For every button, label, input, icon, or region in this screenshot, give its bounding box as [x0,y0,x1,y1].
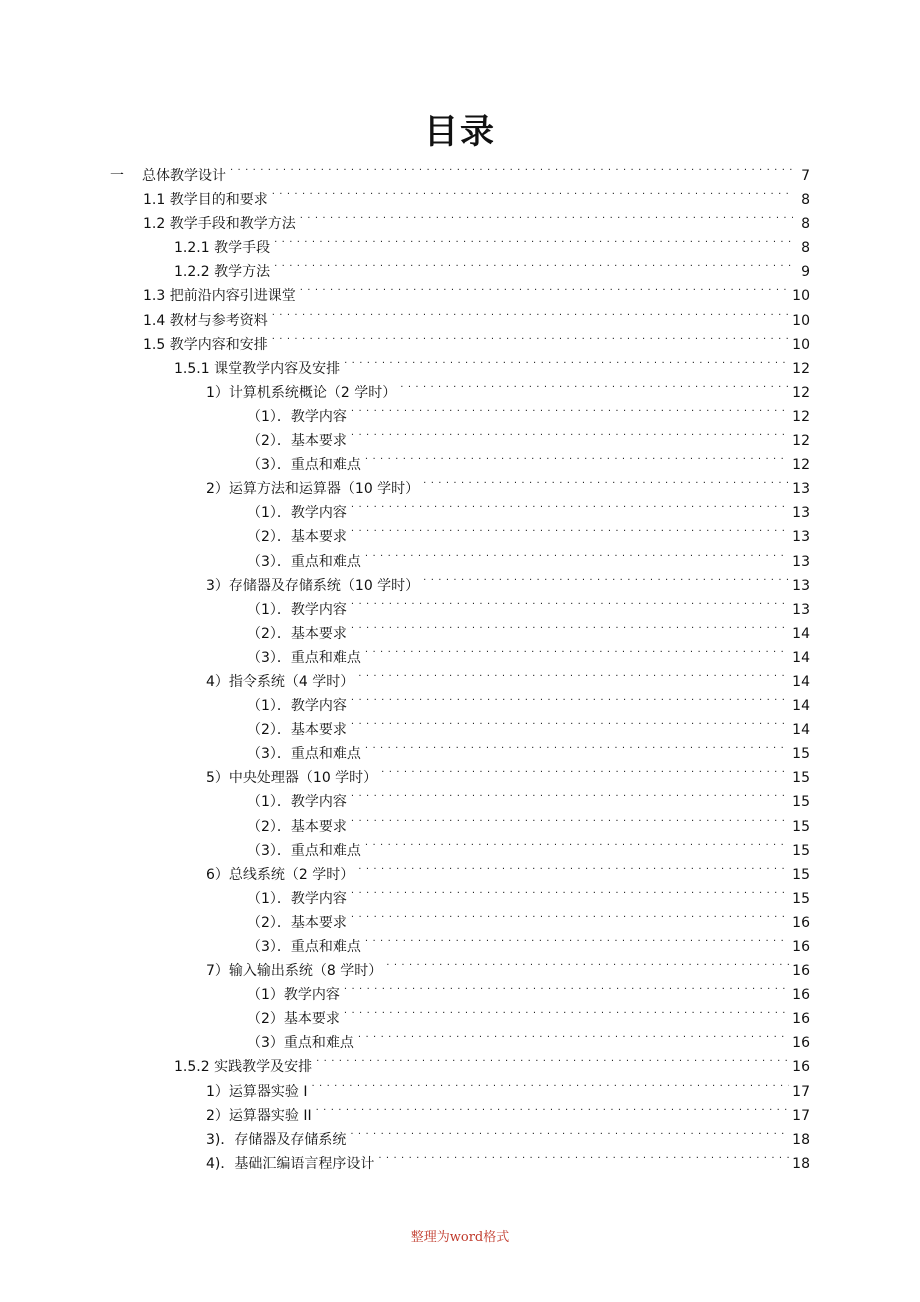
toc-entry[interactable] [0,879,920,907]
toc-entry[interactable] [0,1047,920,1076]
toc-entry-page-number: 16 [792,963,810,980]
toc-entry[interactable] [0,734,920,763]
toc-entry-page-number: 15 [792,866,810,883]
toc-entry-label: 1.5 教学内容和安排 [143,336,268,353]
toc-entry[interactable] [0,903,920,931]
table-of-contents [0,156,920,1172]
toc-entry-label: 7）输入输出系统（8 学时） [206,963,383,980]
toc-dot-leader [356,855,789,879]
toc-dot-leader [314,1096,790,1120]
toc-entry-page-number: 16 [792,939,810,955]
toc-entry[interactable] [0,469,920,498]
toc-entry-page-number: 10 [792,288,810,305]
toc-dot-leader [363,638,789,662]
toc-entry-label: 4)．基础汇编语言程序设计 [206,1155,375,1172]
toc-dot-leader [349,517,789,541]
toc-entry[interactable] [0,349,920,377]
toc-dot-leader [228,156,793,180]
toc-entry-label: 1.4 教材与参考资料 [143,312,268,329]
toc-dot-leader [349,421,789,445]
toc-dot-leader [298,204,793,228]
toc-entry-label: （2）．基本要求 [247,914,347,931]
toc-entry[interactable] [0,686,920,715]
toc-entry[interactable] [0,204,920,233]
toc-entry-page-number: 8 [801,240,810,257]
toc-entry-page-number: 13 [792,577,810,594]
toc-dot-leader [270,301,789,325]
toc-entry-label: 1.2.1 教学手段 [174,240,271,257]
toc-entry-page-number: 13 [792,553,810,570]
toc-entry-label: （1）．教学内容 [247,890,347,907]
toc-entry[interactable] [0,252,920,281]
toc-entry[interactable] [0,758,920,787]
toc-entry[interactable] [0,831,920,859]
toc-entry-page-number: 18 [792,1131,810,1148]
toc-entry[interactable] [0,1096,920,1124]
toc-dot-leader [349,590,789,614]
toc-entry-label: （3）重点和难点 [247,1035,354,1052]
toc-entry-page-number: 12 [792,384,810,401]
toc-entry[interactable] [0,1120,920,1148]
toc-entry[interactable] [0,662,920,690]
toc-entry-label: 4）指令系统（4 学时） [206,673,355,690]
toc-dot-leader [349,614,789,638]
toc-entry-page-number: 13 [792,481,810,498]
toc-dot-leader [298,276,789,300]
toc-entry-label: （1）．教学内容 [247,408,347,425]
toc-dot-leader [363,734,789,758]
toc-entry[interactable] [0,542,920,570]
toc-entry-label: 1.2 教学手段和教学方法 [143,216,296,233]
toc-entry-page-number: 13 [792,529,810,546]
toc-entry[interactable] [0,517,920,546]
toc-dot-leader [356,1023,789,1047]
toc-entry-page-number: 12 [792,360,810,377]
toc-dot-leader [398,373,789,397]
toc-entry[interactable] [0,156,920,184]
toc-entry-page-number: 15 [792,890,810,907]
toc-entry[interactable] [0,927,920,955]
toc-dot-leader [376,1144,789,1168]
toc-entry-label: 总体教学设计 [142,168,226,184]
toc-entry[interactable] [0,999,920,1028]
toc-entry-label: （3）．重点和难点 [247,649,361,666]
toc-entry[interactable] [0,325,920,353]
toc-dot-leader [349,686,789,710]
toc-dot-leader [348,1120,789,1144]
toc-entry-page-number: 15 [792,746,810,763]
toc-entry-page-number: 12 [792,408,810,425]
toc-entry-label: （1）．教学内容 [247,601,347,618]
toc-entry-number: 一 [110,168,124,184]
toc-entry[interactable] [0,855,920,883]
toc-entry-page-number: 14 [792,649,810,666]
toc-entry-label: （2）．基本要求 [247,818,347,835]
toc-entry-page-number: 18 [792,1155,810,1172]
toc-entry-label: （3）．重点和难点 [247,842,361,859]
toc-entry[interactable] [0,710,920,739]
toc-entry-label: （2）．基本要求 [247,625,347,642]
toc-entry[interactable] [0,228,920,257]
toc-entry[interactable] [0,590,920,618]
toc-entry-label: （2）．基本要求 [247,433,347,450]
toc-dot-leader [349,493,789,517]
toc-entry-label: 3)．存储器及存储系统 [206,1131,347,1148]
toc-entry-label: 3）存储器及存储系统（10 学时） [206,577,420,594]
toc-entry[interactable] [0,638,920,666]
toc-entry-page-number: 16 [792,1035,810,1052]
toc-entry[interactable] [0,782,920,811]
toc-entry[interactable] [0,373,920,401]
toc-dot-leader [342,999,789,1023]
toc-entry-label: （3）．重点和难点 [247,746,361,763]
toc-entry[interactable] [0,1023,920,1052]
toc-entry-page-number: 14 [792,625,810,642]
toc-entry-label: （1）．教学内容 [247,505,347,522]
toc-entry-page-number: 10 [792,312,810,329]
toc-dot-leader [314,1047,789,1071]
toc-dot-leader [421,566,789,590]
toc-entry-page-number: 13 [792,505,810,522]
toc-entry[interactable] [0,1144,920,1172]
toc-dot-leader [349,710,789,734]
toc-dot-leader [363,542,789,566]
toc-entry[interactable] [0,1072,920,1100]
toc-dot-leader [270,180,793,204]
toc-entry-page-number: 16 [792,914,810,931]
toc-entry[interactable] [0,807,920,835]
toc-dot-leader [349,903,789,927]
toc-dot-leader [349,397,789,421]
toc-entry[interactable] [0,180,920,209]
toc-entry[interactable] [0,951,920,980]
toc-dot-leader [356,662,789,686]
toc-entry-label: 1.2.2 教学方法 [174,264,271,281]
toc-entry-label: 1.5.1 课堂教学内容及安排 [174,360,341,377]
toc-entry-page-number: 16 [792,1011,810,1028]
toc-dot-leader [349,807,789,831]
toc-dot-leader [363,445,789,469]
toc-entry-label: （2）基本要求 [247,1011,340,1028]
toc-entry-page-number: 13 [792,601,810,618]
toc-entry-label: 1）运算器实验 I [206,1083,308,1100]
toc-dot-leader [270,325,789,349]
toc-entry-page-number: 7 [801,168,810,184]
toc-entry-page-number: 14 [792,722,810,739]
toc-dot-leader [349,879,789,903]
toc-entry[interactable] [0,421,920,450]
toc-entry-page-number: 15 [792,794,810,811]
toc-dot-leader [379,758,789,782]
toc-entry-label: （2）．基本要求 [247,722,347,739]
toc-dot-leader [342,349,789,373]
toc-entry-label: 1.1 教学目的和要求 [143,192,268,209]
toc-entry[interactable] [0,975,920,1004]
toc-entry-label: 2）运算器实验 II [206,1107,312,1124]
toc-dot-leader [272,228,793,252]
toc-dot-leader [363,831,789,855]
toc-entry-label: 6）总线系统（2 学时） [206,866,355,883]
toc-entry-label: （1）．教学内容 [247,794,347,811]
toc-entry-page-number: 10 [792,336,810,353]
toc-dot-leader [421,469,789,493]
toc-entry-label: 1）计算机系统概论（2 学时） [206,384,397,401]
toc-entry-page-number: 14 [792,698,810,715]
toc-entry[interactable] [0,566,920,594]
toc-entry[interactable] [0,445,920,474]
toc-entry-label: 5）中央处理器（10 学时） [206,770,378,787]
toc-entry[interactable] [0,397,920,425]
toc-dot-leader [349,782,789,806]
toc-entry-label: （2）．基本要求 [247,529,347,546]
toc-entry-label: 1.3 把前沿内容引进课堂 [143,288,296,305]
toc-entry-page-number: 12 [792,457,810,474]
toc-entry-label: （3）．重点和难点 [247,457,361,474]
toc-entry-page-number: 17 [792,1107,810,1124]
toc-entry-page-number: 15 [792,770,810,787]
toc-entry-page-number: 9 [801,264,810,281]
toc-entry[interactable] [0,301,920,329]
toc-dot-leader [310,1072,790,1096]
toc-entry-label: 1.5.2 实践教学及安排 [174,1059,313,1076]
toc-entry-page-number: 15 [792,818,810,835]
page-title: 目录 [424,112,496,152]
toc-entry-label: 2）运算方法和运算器（10 学时） [206,481,420,498]
toc-dot-leader [272,252,793,276]
toc-entry-label: （3）．重点和难点 [247,553,361,570]
toc-entry-page-number: 16 [792,1059,810,1076]
toc-entry[interactable] [0,614,920,642]
toc-entry-page-number: 15 [792,842,810,859]
toc-dot-leader [342,975,789,999]
toc-entry[interactable] [0,276,920,305]
toc-entry-page-number: 17 [792,1083,810,1100]
toc-entry-page-number: 8 [801,192,810,209]
toc-entry-page-number: 16 [792,987,810,1004]
toc-entry-page-number: 12 [792,433,810,450]
toc-entry-page-number: 14 [792,673,810,690]
toc-dot-leader [384,951,789,975]
toc-dot-leader [363,927,789,951]
toc-entry-label: （3）．重点和难点 [247,939,361,955]
toc-entry-label: （1）教学内容 [247,987,340,1004]
toc-entry-label: （1）．教学内容 [247,698,347,715]
page-footer: 整理为word格式 [410,1230,510,1245]
toc-entry[interactable] [0,493,920,522]
toc-entry-page-number: 8 [801,216,810,233]
